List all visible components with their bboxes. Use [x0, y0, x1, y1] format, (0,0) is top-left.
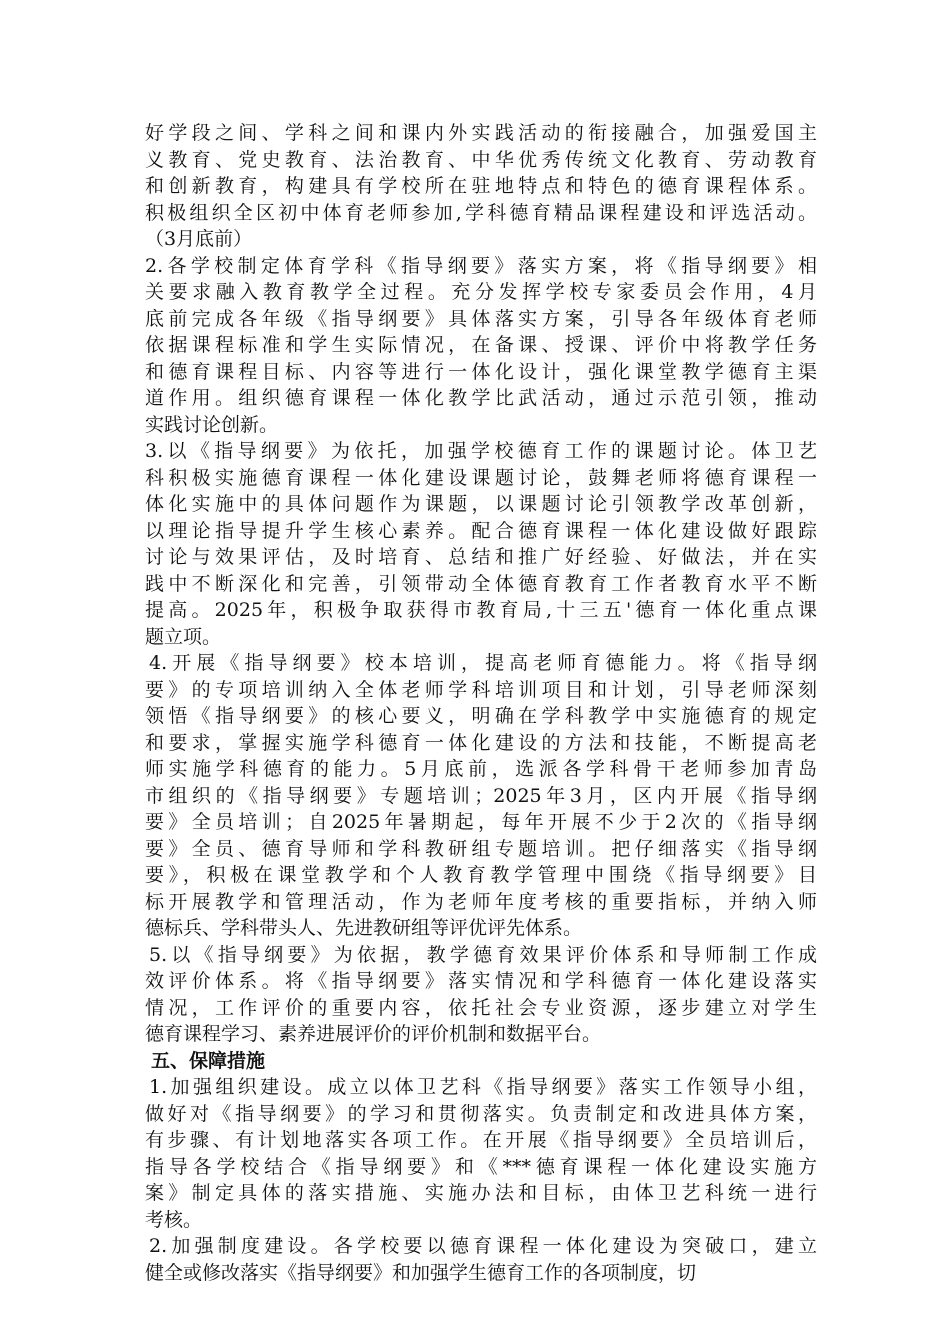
- text-line: 指导各学校结合《指导纲要》和《***德育课程一体化建设实施方: [145, 1155, 817, 1178]
- paragraph: [145, 438, 817, 650]
- text-line: 2.各学校制定体育学科《指导纲要》落实方案，将《指导纲要》相: [145, 254, 817, 277]
- text-line: 领悟《指导纲要》的核心要义，明确在学科教学中实施德育的规定: [145, 705, 817, 727]
- paragraph: [145, 253, 817, 439]
- text-line: 2.加强制度建设。各学校要以德育课程一体化建设为突破口，建立: [149, 1235, 817, 1257]
- text-line: 底前完成各年级《指导纲要》具体落实方案，引导各年级体育老师: [145, 307, 817, 330]
- text-line: 要》全员、德育导师和学科教研组专题培训。把仔细落实《指导纲: [145, 837, 817, 860]
- text-line: 考核。: [145, 1208, 203, 1231]
- text-line: 好学段之间、学科之间和课内外实践活动的衔接融合，加强爱国主: [145, 122, 817, 144]
- text-line: 积极组织全区初中体育老师参加,学科德育精品课程建设和评选活动。: [145, 201, 817, 224]
- text-line: 和德育课程目标、内容等进行一体化设计，强化课堂教学德育主渠: [145, 360, 817, 383]
- text-line: 4.开展《指导纲要》校本培训，提高老师育德能力。将《指导纲: [149, 652, 817, 674]
- text-line: 题立项。: [145, 625, 222, 648]
- text-line: 德标兵、学科带头人、先进教研组等评优评先体系。: [145, 917, 583, 939]
- paragraph: [145, 1074, 817, 1233]
- text-line: 和创新教育，构建具有学校所在驻地特点和特色的德育课程体系。: [145, 175, 817, 197]
- text-line: 要》的专项培训纳入全体老师学科培训项目和计划，引导老师深刻: [145, 678, 817, 701]
- text-line: 提高。2025年，积极争取获得市教育局,十三五'德育一体化重点课: [145, 599, 817, 621]
- paragraph: [145, 120, 817, 253]
- text-line: 有步骤、有计划地落实各项工作。在开展《指导纲要》全员培训后，: [145, 1129, 817, 1151]
- section-heading: [145, 1048, 817, 1075]
- text-line: 标开展教学和管理活动，作为老师年度考核的重要指标，并纳入师: [145, 890, 817, 913]
- paragraph: [145, 650, 817, 942]
- text-line: 做好对《指导纲要》的学习和贯彻落实。负责制定和改进具体方案，: [145, 1102, 817, 1125]
- text-line: 3.以《指导纲要》为依托，加强学校德育工作的课题讨论。体卫艺: [145, 440, 817, 462]
- paragraph: [145, 942, 817, 1048]
- text-line: 5.以《指导纲要》为依据，教学德育效果评价体系和导师制工作成: [149, 943, 817, 966]
- document-body: [145, 120, 817, 1286]
- text-line: 依据课程标准和学生实际情况，在备课、授课、评价中将教学任务: [145, 334, 817, 356]
- text-line: 和要求，掌握实施学科德育一体化建设的方法和技能，不断提高老: [145, 731, 817, 754]
- text-line: 关要求融入教育教学全过程。充分发挥学校专家委员会作用，4月: [145, 281, 817, 303]
- text-line: 要》，积极在课堂教学和个人教育教学管理中围绕《指导纲要》目: [145, 864, 817, 886]
- text-line: 健全或修改落实《指导纲要》和加强学生德育工作的各项制度，切: [145, 1261, 697, 1284]
- text-line: 1.加强组织建设。成立以体卫艺科《指导纲要》落实工作领导小组，: [149, 1076, 817, 1098]
- text-line: 实践讨论创新。: [145, 413, 279, 436]
- text-line: 践中不断深化和完善，引领带动全体德育教育工作者教育水平不断: [145, 572, 817, 595]
- text-line: 案》制定具体的落实措施、实施办法和目标，由体卫艺科统一进行: [145, 1182, 817, 1204]
- text-line: 要》全员培训；自2025年暑期起，每年开展不少于2次的《指导纲: [145, 811, 817, 833]
- text-line: 道作用。组织德育课程一体化教学比武活动，通过示范引领，推动: [145, 387, 817, 409]
- paragraph: [145, 1233, 817, 1286]
- text-line: 体化实施中的具体问题作为课题，以课题讨论引领教学改革创新，: [145, 493, 817, 515]
- text-line: 师实施学科德育的能力。5月底前，选派各学科骨干老师参加青岛: [145, 758, 817, 780]
- text-line: 效评价体系。将《指导纲要》落实情况和学科德育一体化建设落实: [145, 970, 817, 992]
- text-line: 讨论与效果评估，及时培育、总结和推广好经验、好做法，并在实: [145, 546, 817, 568]
- text-line: 市组织的《指导纲要》专题培训；2025年3月，区内开展《指导纲: [145, 784, 817, 807]
- text-line: （3月底前）: [145, 228, 253, 250]
- text-line: 以理论指导提升学生核心素养。配合德育课程一体化建设做好跟踪: [145, 519, 817, 542]
- text-line: 义教育、党史教育、法治教育、中华优秀传统文化教育、劳动教育: [145, 148, 817, 171]
- heading-text: 五、保障措施: [151, 1049, 266, 1072]
- text-line: 情况，工作评价的重要内容，依托社会专业资源，逐步建立对学生: [145, 996, 817, 1019]
- text-line: 科积极实施德育课程一体化建设课题讨论，鼓舞老师将德育课程一: [145, 466, 817, 489]
- text-line: 德育课程学习、素养进展评价的评价机制和数据平台。: [145, 1023, 602, 1045]
